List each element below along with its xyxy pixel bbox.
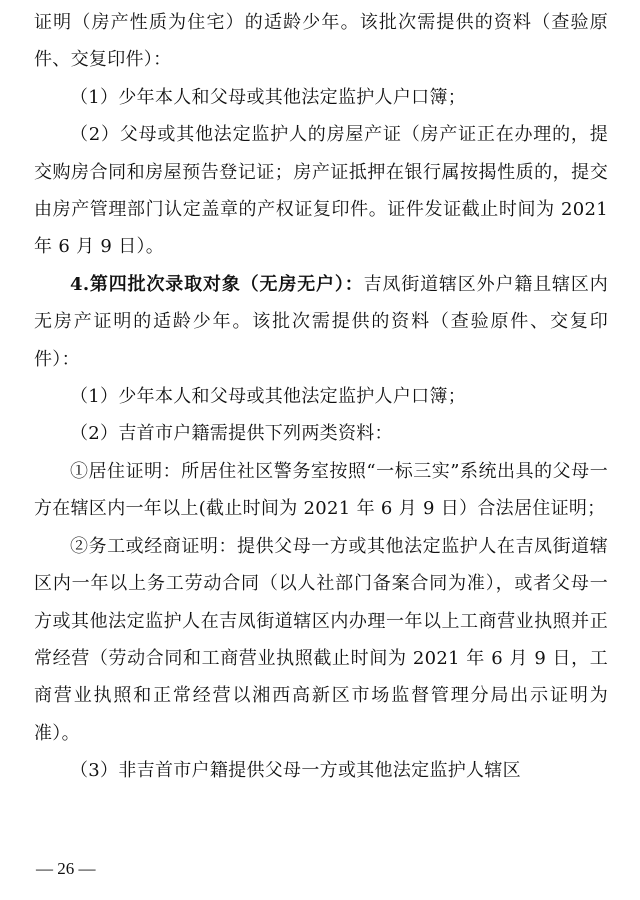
paragraph-residence-proof bbox=[34, 453, 608, 528]
document-body bbox=[34, 4, 608, 790]
paragraph-text: （3）非吉首市户籍提供父母一方或其他法定监护人辖区 bbox=[70, 760, 521, 782]
paragraph-household-register-2 bbox=[34, 378, 608, 415]
paragraph-property-certificate-continuation bbox=[34, 4, 608, 79]
paragraph-text: ①居住证明：所居住社区警务室按照“一标三实”系统出具的父母一方在辖区内一年以上(截止时间为 2021 年 6 月 9 日）合法居住证明； bbox=[34, 460, 608, 520]
paragraph-non-jishou bbox=[34, 752, 608, 789]
paragraph-employment-proof bbox=[34, 528, 608, 752]
paragraph-text: 证明（房产性质为住宅）的适龄少年。该批次需提供的资料（查验原件、交复印件）： bbox=[34, 12, 608, 71]
page-number: — 26 — bbox=[36, 859, 96, 878]
paragraph-text: （2）吉首市户籍需提供下列两类资料： bbox=[70, 423, 393, 445]
paragraph-household-register bbox=[34, 79, 608, 116]
paragraph-text: （1）少年本人和父母或其他法定监护人户口簿； bbox=[70, 386, 467, 408]
paragraph-text: （1）少年本人和父母或其他法定监护人户口簿； bbox=[70, 86, 467, 108]
paragraph-fourth-batch bbox=[34, 266, 608, 378]
paragraph-jishou-materials bbox=[34, 415, 608, 452]
paragraph-property-certificate bbox=[34, 116, 608, 266]
paragraph-text: ②务工或经商证明：提供父母一方或其他法定监护人在吉凤街道辖区内一年以上务工劳动合同（以人社部门备案合同为准），或者父母一方或其他法定监护人在吉凤街道辖区内办理一年以上工商营业执照并正常经营（劳动合同和工商营业执照截止时间为 2021 年 6 月 9 日，工商营业执照和正常经营以湘西高新区市场监督管理分局出示证明为准）。 bbox=[34, 535, 608, 744]
paragraph-text: 吉凤街道辖区外户籍且辖区内无房产证明的适龄少年。该批次需提供的资料（查验原件、交复印件）： bbox=[34, 273, 608, 370]
paragraph-heading-bold: 4.第四批次录取对象（无房无户）： bbox=[70, 273, 364, 295]
paragraph-text: （2）父母或其他法定监护人的房屋产证（房产证正在办理的，提交购房合同和房屋预告登记证；房产证抵押在银行属按揭性质的，提交由房产管理部门认定盖章的产权证复印件。证件发证截止时间为 2021 年 6 月 9 日）。 bbox=[34, 124, 608, 258]
